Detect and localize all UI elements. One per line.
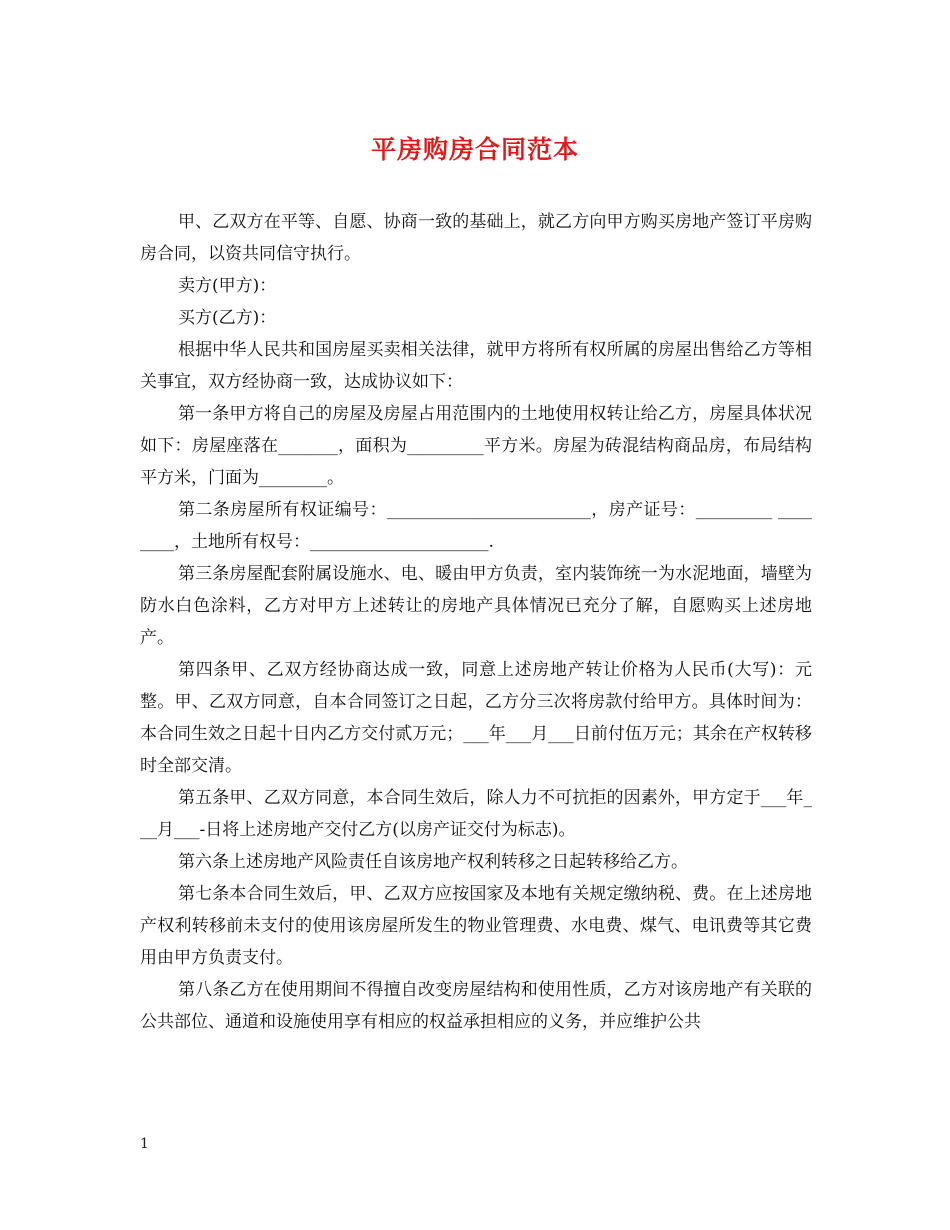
paragraph-article-3: 第三条房屋配套附属设施水、电、暖由甲方负责，室内装饰统一为水泥地面，墙壁为防水白色涂料，乙方对甲方上述转让的房地产具体情况已充分了解，自愿购买上述房地产。 xyxy=(140,564,812,648)
document-body xyxy=(140,206,812,1038)
paragraph-article-1: 第一条甲方将自己的房屋及房屋占用范围内的土地使用权转让给乙方，房屋具体状况如下：房屋座落在_______，面积为_________平方米。房屋为砖混结构商品房，布局结构平方米，门面为________。 xyxy=(140,404,812,488)
paragraph-preamble: 根据中华人民共和国房屋买卖相关法律，就甲方将所有权所属的房屋出售给乙方等相关事宜，双方经协商一致，达成协议如下： xyxy=(140,340,812,392)
paragraph-article-5: 第五条甲、乙双方同意，本合同生效后，除人力不可抗拒的因素外，甲方定于___年___月___-日将上述房地产交付乙方(以房产证交付为标志)。 xyxy=(140,788,812,840)
document-title: 平房购房合同范本 xyxy=(370,135,579,164)
paragraph-article-4: 第四条甲、乙双方经协商达成一致，同意上述房地产转让价格为人民币(大写)：元整。甲、乙双方同意，自本合同签订之日起，乙方分三次将房款付给甲方。具体时间为：本合同生效之日起十日内乙方交付贰万元；___年___月___日前付伍万元；其余在产权转移时全部交清。 xyxy=(140,660,812,776)
paragraph-article-8: 第八条乙方在使用期间不得擅自改变房屋结构和使用性质，乙方对该房地产有关联的公共部位、通道和设施使用享有相应的权益承担相应的义务，并应维护公共 xyxy=(140,980,812,1032)
paragraph-article-7: 第七条本合同生效后，甲、乙双方应按国家及本地有关规定缴纳税、费。在上述房地产权利转移前未支付的使用该房屋所发生的物业管理费、水电费、煤气、电讯费等其它费用由甲方负责支付。 xyxy=(140,884,812,968)
paragraph-article-2: 第二条房屋所有权证编号：________________________，房产证号：_________ ________，土地所有权号：_____________________. xyxy=(140,500,812,552)
paragraph-buyer: 买方(乙方)： xyxy=(178,308,277,328)
page-number: 1 xyxy=(140,1136,149,1152)
paragraph-seller: 卖方(甲方)： xyxy=(178,276,277,296)
paragraph-article-6: 第六条上述房地产风险责任自该房地产权利转移之日起转移给乙方。 xyxy=(178,852,688,872)
paragraph-intro: 甲、乙双方在平等、自愿、协商一致的基础上，就乙方向甲方购买房地产签订平房购房合同，以资共同信守执行。 xyxy=(140,212,812,264)
